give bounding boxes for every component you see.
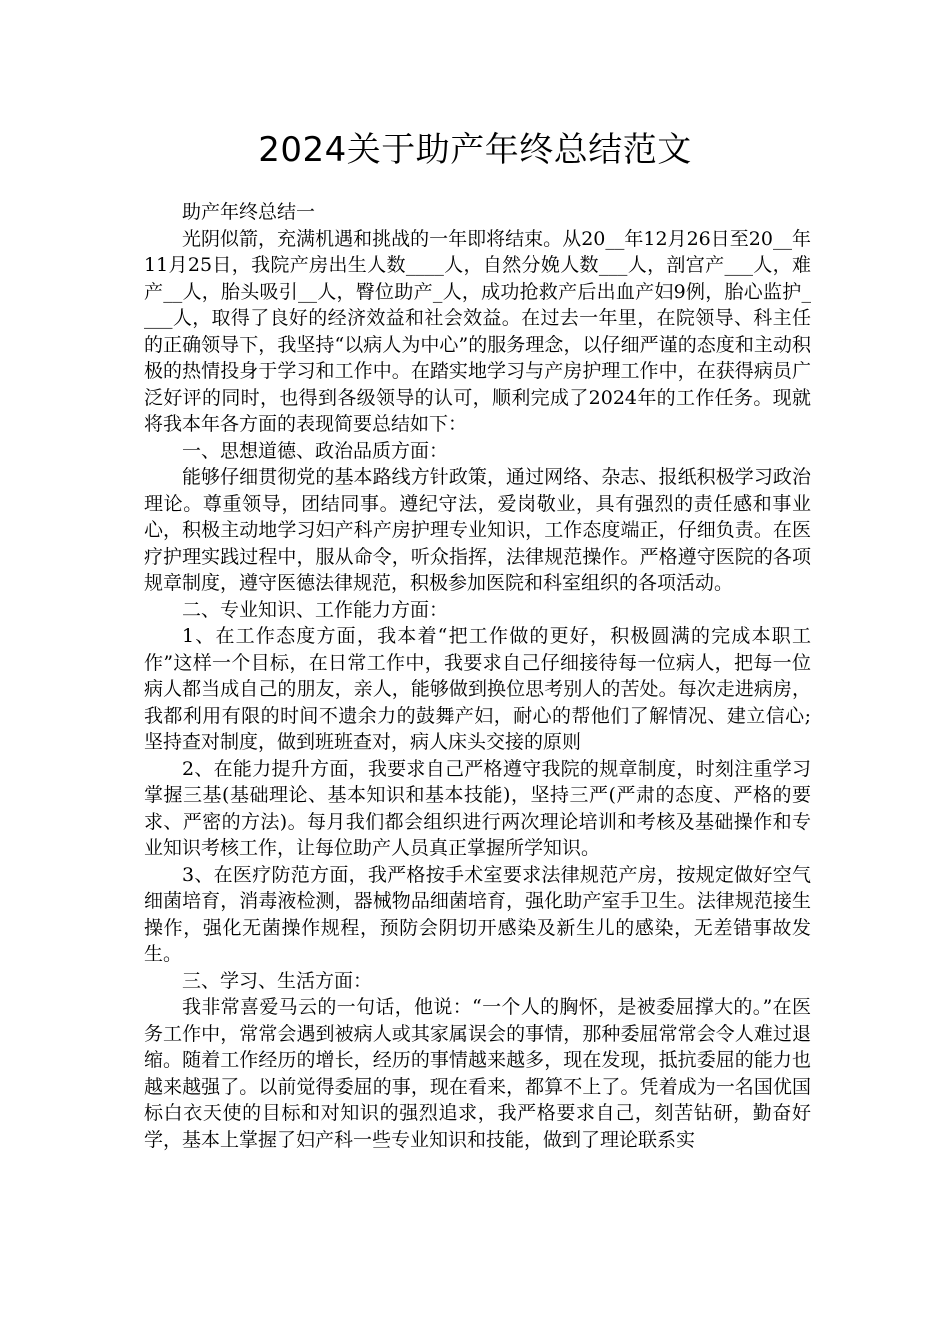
document-body [144, 199, 811, 1153]
section-heading-ideology: 一、思想道德、政治品质方面： [182, 439, 449, 462]
document-title: 2024关于助产年终总结范文 [258, 130, 692, 170]
paragraph-study-life: 我非常喜爱马云的一句话，他说：“一个人的胸怀，是被委屈撑大的。”在医务工作中，常常会遇到被病人或其家属误会的事情，那种委屈常常会令人难过退缩。随着工作经历的增长，经历的事情越来越多，现在发现，抵抗委屈的能力也越来越强了。以前觉得委屈的事，现在看来，都算不上了。凭着成为一名国优国标白衣天使的目标和对知识的强烈追求，我严格要求自己，刻苦钻研，勤奋好学，基本上掌握了妇产科一些专业知识和技能，做到了理论联系实 [144, 996, 811, 1151]
paragraph-overview: 光阴似箭，充满机遇和挑战的一年即将结束。从20__年12月26日至20__年11月25日，我院产房出生人数____人，自然分娩人数___人，剖宫产___人，难产__人，胎头吸引__人，臀位助产_人，成功抢救产后出血产妇9例，胎心监护____人，取得了良好的经济效益和社会效益。在过去一年里，在院领导、科主任的正确领导下，我坚持“以病人为中心”的服务理念，以仔细严谨的态度和主动积极的热情投身于学习和工作中。在踏实地学习与产房护理工作中，在获得病员广泛好评的同时，也得到各级领导的认可，顺利完成了2024年的工作任务。现就将我本年各方面的表现简要总结如下： [144, 227, 811, 435]
paragraph-work-attitude: 1、在工作态度方面，我本着“把工作做的更好，积极圆满的完成本职工作”这样一个目标，在日常工作中，我要求自己仔细接待每一位病人，把每一位病人都当成自己的朋友，亲人，能够做到换位思考别人的苦处。每次走进病房，我都利用有限的时间不遗余力的鼓舞产妇，耐心的帮他们了解情况、建立信心;坚持查对制度，做到班班查对，病人床头交接的原则 [144, 625, 811, 753]
paragraph-intro-heading: 助产年终总结一 [182, 201, 316, 223]
paragraph-prevention: 3、在医疗防范方面，我严格按手术室要求法律规范产房，按规定做好空气细菌培育，消毒液检测，器械物品细菌培育，强化助产室手卫生。法律规范接生操作，强化无菌操作规程，预防会阴切开感染及新生儿的感染，无差错事故发生。 [144, 863, 811, 965]
paragraph-ideology: 能够仔细贯彻党的基本路线方针政策，通过网络、杂志、报纸积极学习政治理论。尊重领导，团结同事。遵纪守法，爱岗敬业，具有强烈的责任感和事业心，积极主动地学习妇产科产房护理专业知识，工作态度端正，仔细负责。在医疗护理实践过程中，服从命令，听众指挥，法律规范操作。严格遵守医院的各项规章制度，遵守医德法律规范，积极参加医院和科室组织的各项活动。 [144, 466, 811, 594]
paragraph-ability: 2、在能力提升方面，我要求自己严格遵守我院的规章制度，时刻注重学习掌握三基(基础理论、基本知识和基本技能)，坚持三严(严肃的态度、严格的要求、严密的方法)。每月我们都会组织进行两次理论培训和考核及基础操作和专业知识考核工作，让每位助产人员真正掌握所学知识。 [144, 757, 811, 859]
section-heading-professional: 二、专业知识、工作能力方面： [182, 598, 449, 621]
section-heading-study-life: 三、学习、生活方面： [182, 969, 373, 992]
